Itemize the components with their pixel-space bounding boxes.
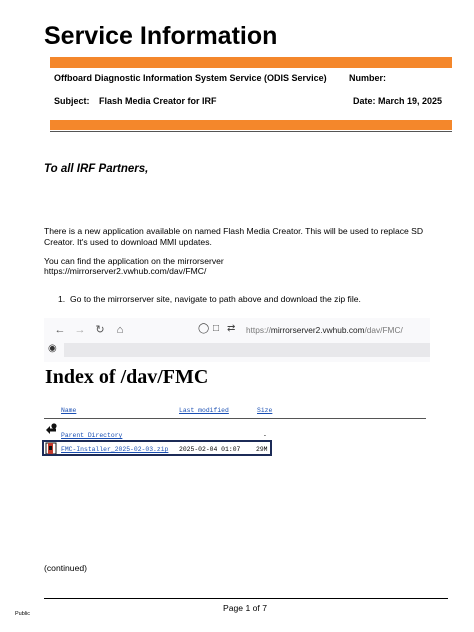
back-folder-icon — [45, 423, 58, 435]
browser-screenshot — [44, 318, 430, 362]
zip-file-link: FMC-Installer_2025-02-03.zip — [61, 446, 169, 453]
column-modified-header: Last modified — [179, 407, 229, 414]
forward-arrow-icon: → — [74, 324, 86, 336]
date-label: Date: — [353, 96, 376, 106]
url-domain: mirrorserver2.vwhub.com — [270, 325, 365, 335]
greeting: To all IRF Partners, — [44, 163, 149, 175]
listing-divider — [44, 418, 426, 419]
classification-label: Public — [15, 611, 30, 617]
home-icon: ⌂ — [116, 324, 124, 336]
page-number: Page 1 of 7 — [223, 603, 267, 613]
step-number: 1. — [58, 294, 66, 304]
step-1 — [58, 294, 361, 304]
subject-label: Subject: — [54, 96, 90, 106]
permissions-icon: ⇄ — [227, 323, 236, 334]
bookmarks-bar — [64, 343, 430, 357]
intro-paragraph: There is a new application available on named Flash Media Creator. This will be used to replace SD Creator. It's used to download MMI updates. — [44, 226, 424, 247]
address-bar — [196, 320, 430, 340]
address-url — [246, 325, 403, 335]
url-prefix: https:// — [246, 325, 271, 335]
document-title: Service Information — [44, 22, 278, 50]
number-label: Number: — [349, 73, 387, 83]
subject-value: Flash Media Creator for IRF — [99, 96, 217, 106]
header-top-orange-bar — [50, 57, 452, 68]
zip-file-size: 29M — [256, 446, 268, 453]
step-text: Go to the mirrorserver site, navigate to path above and download the zip file. — [70, 294, 361, 304]
mirror-paragraph: You can find the application on the mirrorserver — [44, 256, 224, 266]
service-name: Offboard Diagnostic Information System Service (ODIS Service) — [54, 73, 327, 83]
lock-icon: □ — [213, 323, 220, 334]
continued-note: (continued) — [44, 563, 87, 573]
date-value: March 19, 2025 — [378, 96, 443, 106]
mirror-url-text: https://mirrorserver2.vwhub.com/dav/FMC/ — [44, 266, 207, 276]
column-name-header: Name — [61, 407, 77, 414]
zip-highlight-box — [42, 440, 272, 456]
browser-nav — [50, 323, 130, 336]
url-path: /dav/FMC/ — [364, 325, 403, 335]
index-title: Index of /dav/FMC — [45, 366, 209, 388]
zip-file-modified: 2025-02-04 01:07 — [179, 446, 241, 453]
back-arrow-icon: ← — [54, 324, 66, 336]
header-divider — [50, 131, 452, 132]
bookmarks-row — [44, 342, 430, 358]
parent-directory-link: Parent Directory — [61, 432, 123, 439]
shield-icon: ◯ — [198, 323, 210, 334]
reload-icon: ↻ — [95, 324, 105, 336]
globe-icon: ◉ — [48, 343, 57, 354]
footer-rule — [44, 598, 448, 599]
parent-directory-size: - — [263, 432, 267, 439]
header-bottom-orange-bar — [50, 120, 452, 130]
column-size-header: Size — [257, 407, 273, 414]
